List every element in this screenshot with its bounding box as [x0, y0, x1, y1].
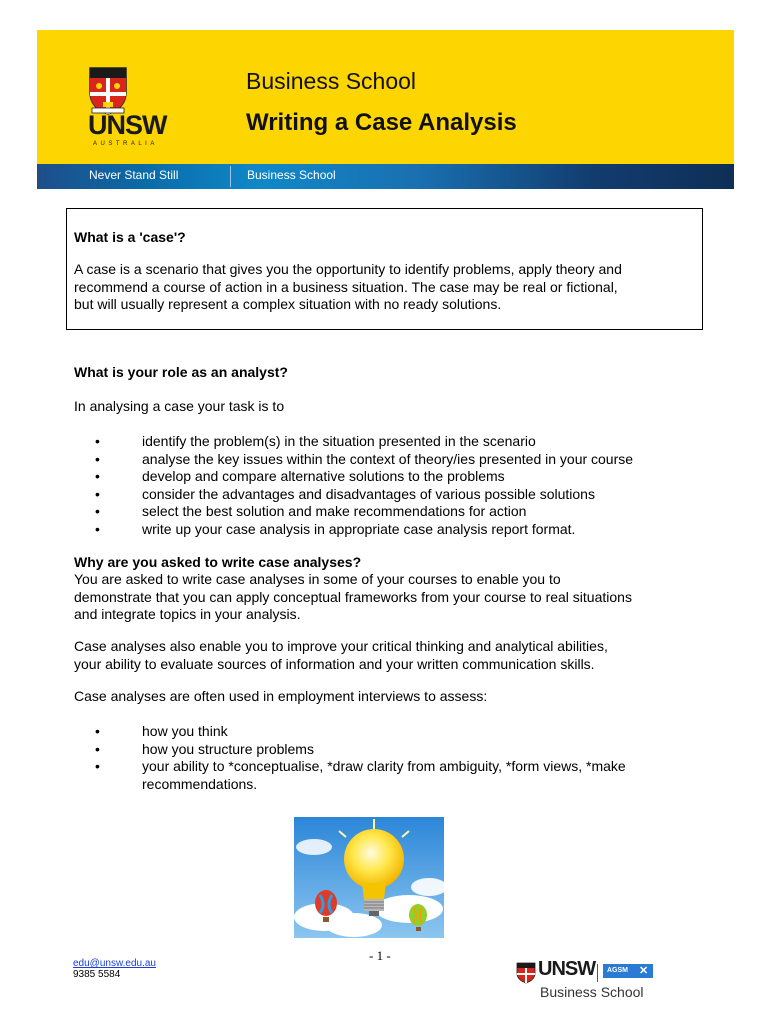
why-para3: Case analyses are often used in employment interviews to assess: [74, 688, 488, 704]
footer-logo-divider [597, 964, 598, 982]
why-para2-line: your ability to evaluate sources of information and your written communication skills. [74, 655, 595, 672]
interview-bullet: how you structure problems [142, 740, 314, 757]
role-bullet: select the best solution and make recommendations for action [142, 503, 527, 519]
role-heading: What is your role as an analyst? [74, 364, 288, 380]
interview-bullet-continuation: recommendations. [142, 775, 258, 792]
footer-school-label: Business School [540, 984, 644, 1000]
why-heading: Why are you asked to write case analyses? [74, 554, 362, 570]
footer-crest-icon [516, 962, 536, 984]
why-para2-line: Case analyses also enable you to improve your critical thinking and analytical abilities, [74, 638, 608, 654]
interview-bullet: your ability to *conceptualise, *draw clarity from ambiguity, *form views, *make [142, 758, 626, 774]
unsw-logo-text: UNSW [88, 110, 167, 140]
role-bullet: analyse the key issues within the context of theory/ies presented in your course [142, 450, 634, 467]
why-para1-line: demonstrate that you can apply conceptual frameworks from your course to real situations [74, 588, 632, 605]
box-line: recommend a course of action in a business situation. The case may be real or fictional, [74, 278, 618, 295]
page-number: - 1 - [369, 948, 391, 963]
interview-bullet: how you think [142, 723, 228, 739]
document-title: Writing a Case Analysis [246, 109, 517, 136]
footer-agsm-text: AGSM [607, 967, 628, 974]
box-heading: What is a 'case'? [74, 229, 186, 245]
lightbulb-balloons-illustration [294, 817, 444, 938]
bullet-dot: • [95, 740, 100, 757]
box-line: A case is a scenario that gives you the opportunity to identify problems, apply theory and [74, 261, 622, 277]
role-bullet: develop and compare alternative solutions to the problems [142, 468, 505, 484]
bullet-dot: • [95, 433, 100, 449]
role-bullet: write up your case analysis in appropriate case analysis report format. [142, 520, 576, 537]
tagline-text: Never Stand Still [89, 168, 179, 182]
bullet-dot: • [95, 450, 100, 467]
why-para1-line: and integrate topics in your analysis. [74, 606, 301, 622]
bullet-dot: • [95, 758, 100, 774]
unsw-logo-subtext: AUSTRALIA [93, 141, 158, 147]
footer-unsw-logo: UNSW [538, 958, 596, 980]
bullet-dot: • [95, 520, 100, 537]
why-para1-line: You are asked to write case analyses in some of your courses to enable you to [74, 571, 561, 587]
unsw-crest-icon [86, 66, 130, 116]
bullet-dot: • [95, 503, 100, 519]
role-intro: In analysing a case your task is to [74, 398, 285, 414]
footer-agsm-logo [603, 964, 653, 978]
school-label: Business School [246, 68, 417, 94]
box-line: but will usually represent a complex situation with no ready solutions. [74, 296, 502, 312]
role-bullet: identify the problem(s) in the situation presented in the scenario [142, 433, 536, 449]
star-icon: ✕ [639, 965, 649, 977]
tagline-divider [230, 166, 231, 187]
tagline-school: Business School [247, 168, 336, 182]
bullet-dot: • [95, 468, 100, 484]
role-bullet: consider the advantages and disadvantages of various possible solutions [142, 485, 595, 502]
contact-email-link[interactable]: edu@unsw.edu.au [73, 958, 156, 969]
bullet-dot: • [95, 723, 100, 739]
bullet-dot: • [95, 485, 100, 502]
contact-phone: 9385 5584 [73, 969, 121, 980]
